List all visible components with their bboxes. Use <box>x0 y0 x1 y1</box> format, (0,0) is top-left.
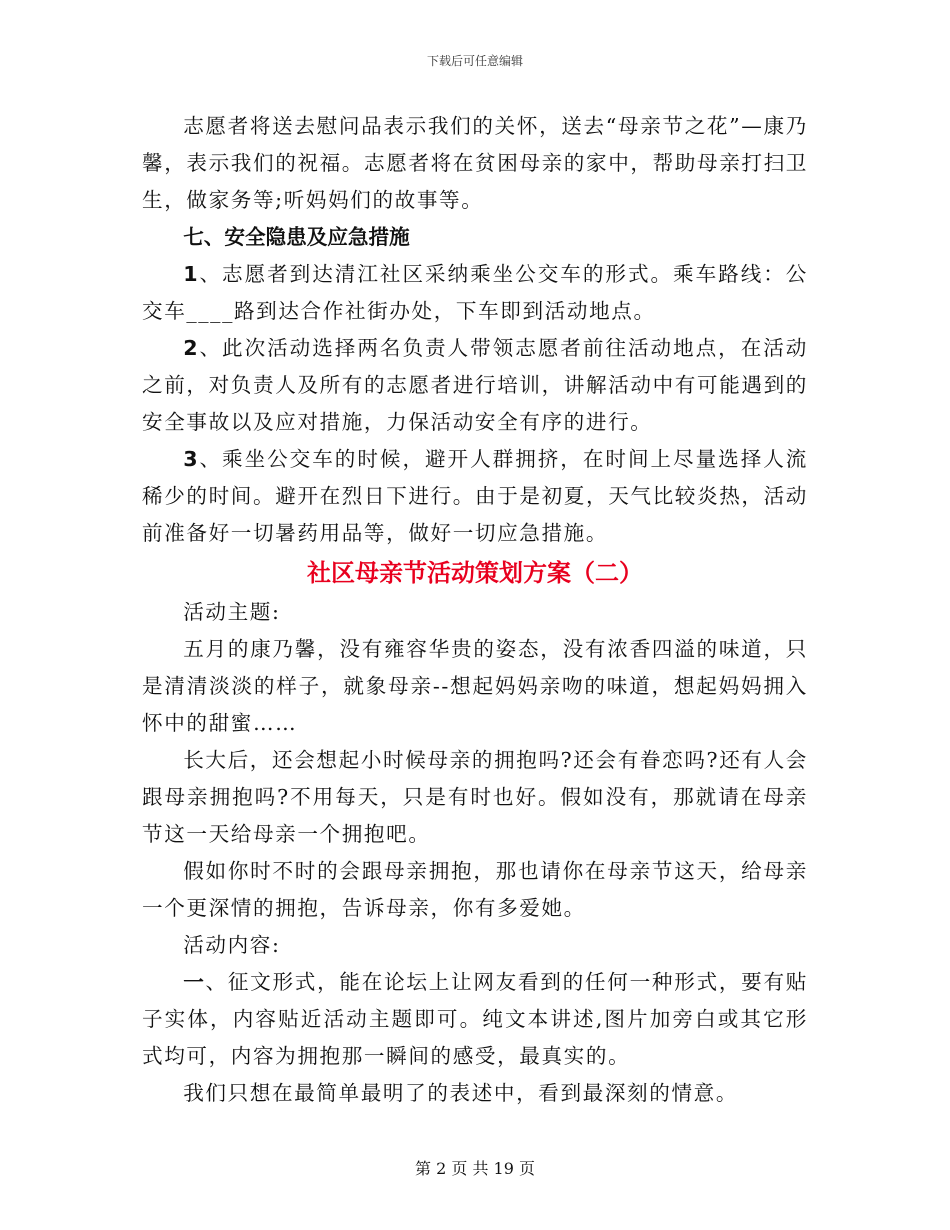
safety-item-2 <box>142 330 808 441</box>
safety-item-3 <box>142 441 808 552</box>
content-item-1 <box>142 964 808 1075</box>
item-number: 一 <box>183 970 206 994</box>
item-number: 1 <box>183 262 200 286</box>
page-header: 下载后可任意编辑 <box>426 54 523 68</box>
document-body <box>142 108 808 1112</box>
theme-paragraph-1: 五月的康乃馨，没有雍容华贵的姿态，没有浓香四溢的味道，只是清清淡淡的样子，就象母亲--想起妈妈亲吻的味道，想起妈妈拥入怀中的甜蜜…… <box>142 637 808 735</box>
page-footer: 第 2 页 共 19 页 <box>415 1159 535 1178</box>
item-number: 3 <box>183 447 200 471</box>
item-text: 、此次活动选择两名负责人带领志愿者前往活动地点，在活动之前，对负责人及所有的志愿者进行培训，讲解活动中有可能遇到的安全事故以及应对措施，力保活动安全有序的进行。 <box>142 336 808 434</box>
heading-safety-measures: 七、安全隐患及应急措施 <box>183 225 410 249</box>
content-label: 活动内容: <box>183 933 281 957</box>
item-text: 、志愿者到达清江社区采纳乘坐公交车的形式。乘车路线：公交车____路到达合作社街办处，下车即到活动地点。 <box>142 262 808 323</box>
item-text: 、征文形式，能在论坛上让网友看到的任何一种形式，要有贴子实体，内容贴近活动主题即可。纯文本讲述,图片加旁白或其它形式均可，内容为拥抱那一瞬间的感受，最真实的。 <box>142 970 808 1068</box>
theme-paragraph-3: 假如你时不时的会跟母亲拥抱，那也请你在母亲节这天，给母亲一个更深情的拥抱，告诉母亲，你有多爱她。 <box>142 859 808 920</box>
theme-label: 活动主题: <box>183 600 281 624</box>
item-text: 、乘坐公交车的时候，避开人群拥挤，在时间上尽量选择人流稀少的时间。避开在烈日下进行。由于是初夏，天气比较炎热，活动前准备好一切暑药用品等，做好一切应急措施。 <box>142 447 808 545</box>
safety-item-1 <box>142 256 808 330</box>
content-paragraph-last: 我们只想在最简单最明了的表述中，看到最深刻的情意。 <box>183 1081 739 1105</box>
section-title: 社区母亲节活动策划方案（二） <box>307 559 643 587</box>
item-number: 2 <box>183 336 200 360</box>
theme-paragraph-2: 长大后，还会想起小时候母亲的拥抱吗?还会有眷恋吗?还有人会跟母亲拥抱吗?不用每天，只是有时也好。假如没有，那就请在母亲节这一天给母亲一个拥抱吧。 <box>142 748 808 846</box>
paragraph-volunteer-gifts: 志愿者将送去慰问品表示我们的关怀，送去“母亲节之花”—康乃馨，表示我们的祝福。志愿者将在贫困母亲的家中，帮助母亲打扫卫生，做家务等;听妈妈们的故事等。 <box>142 114 808 212</box>
